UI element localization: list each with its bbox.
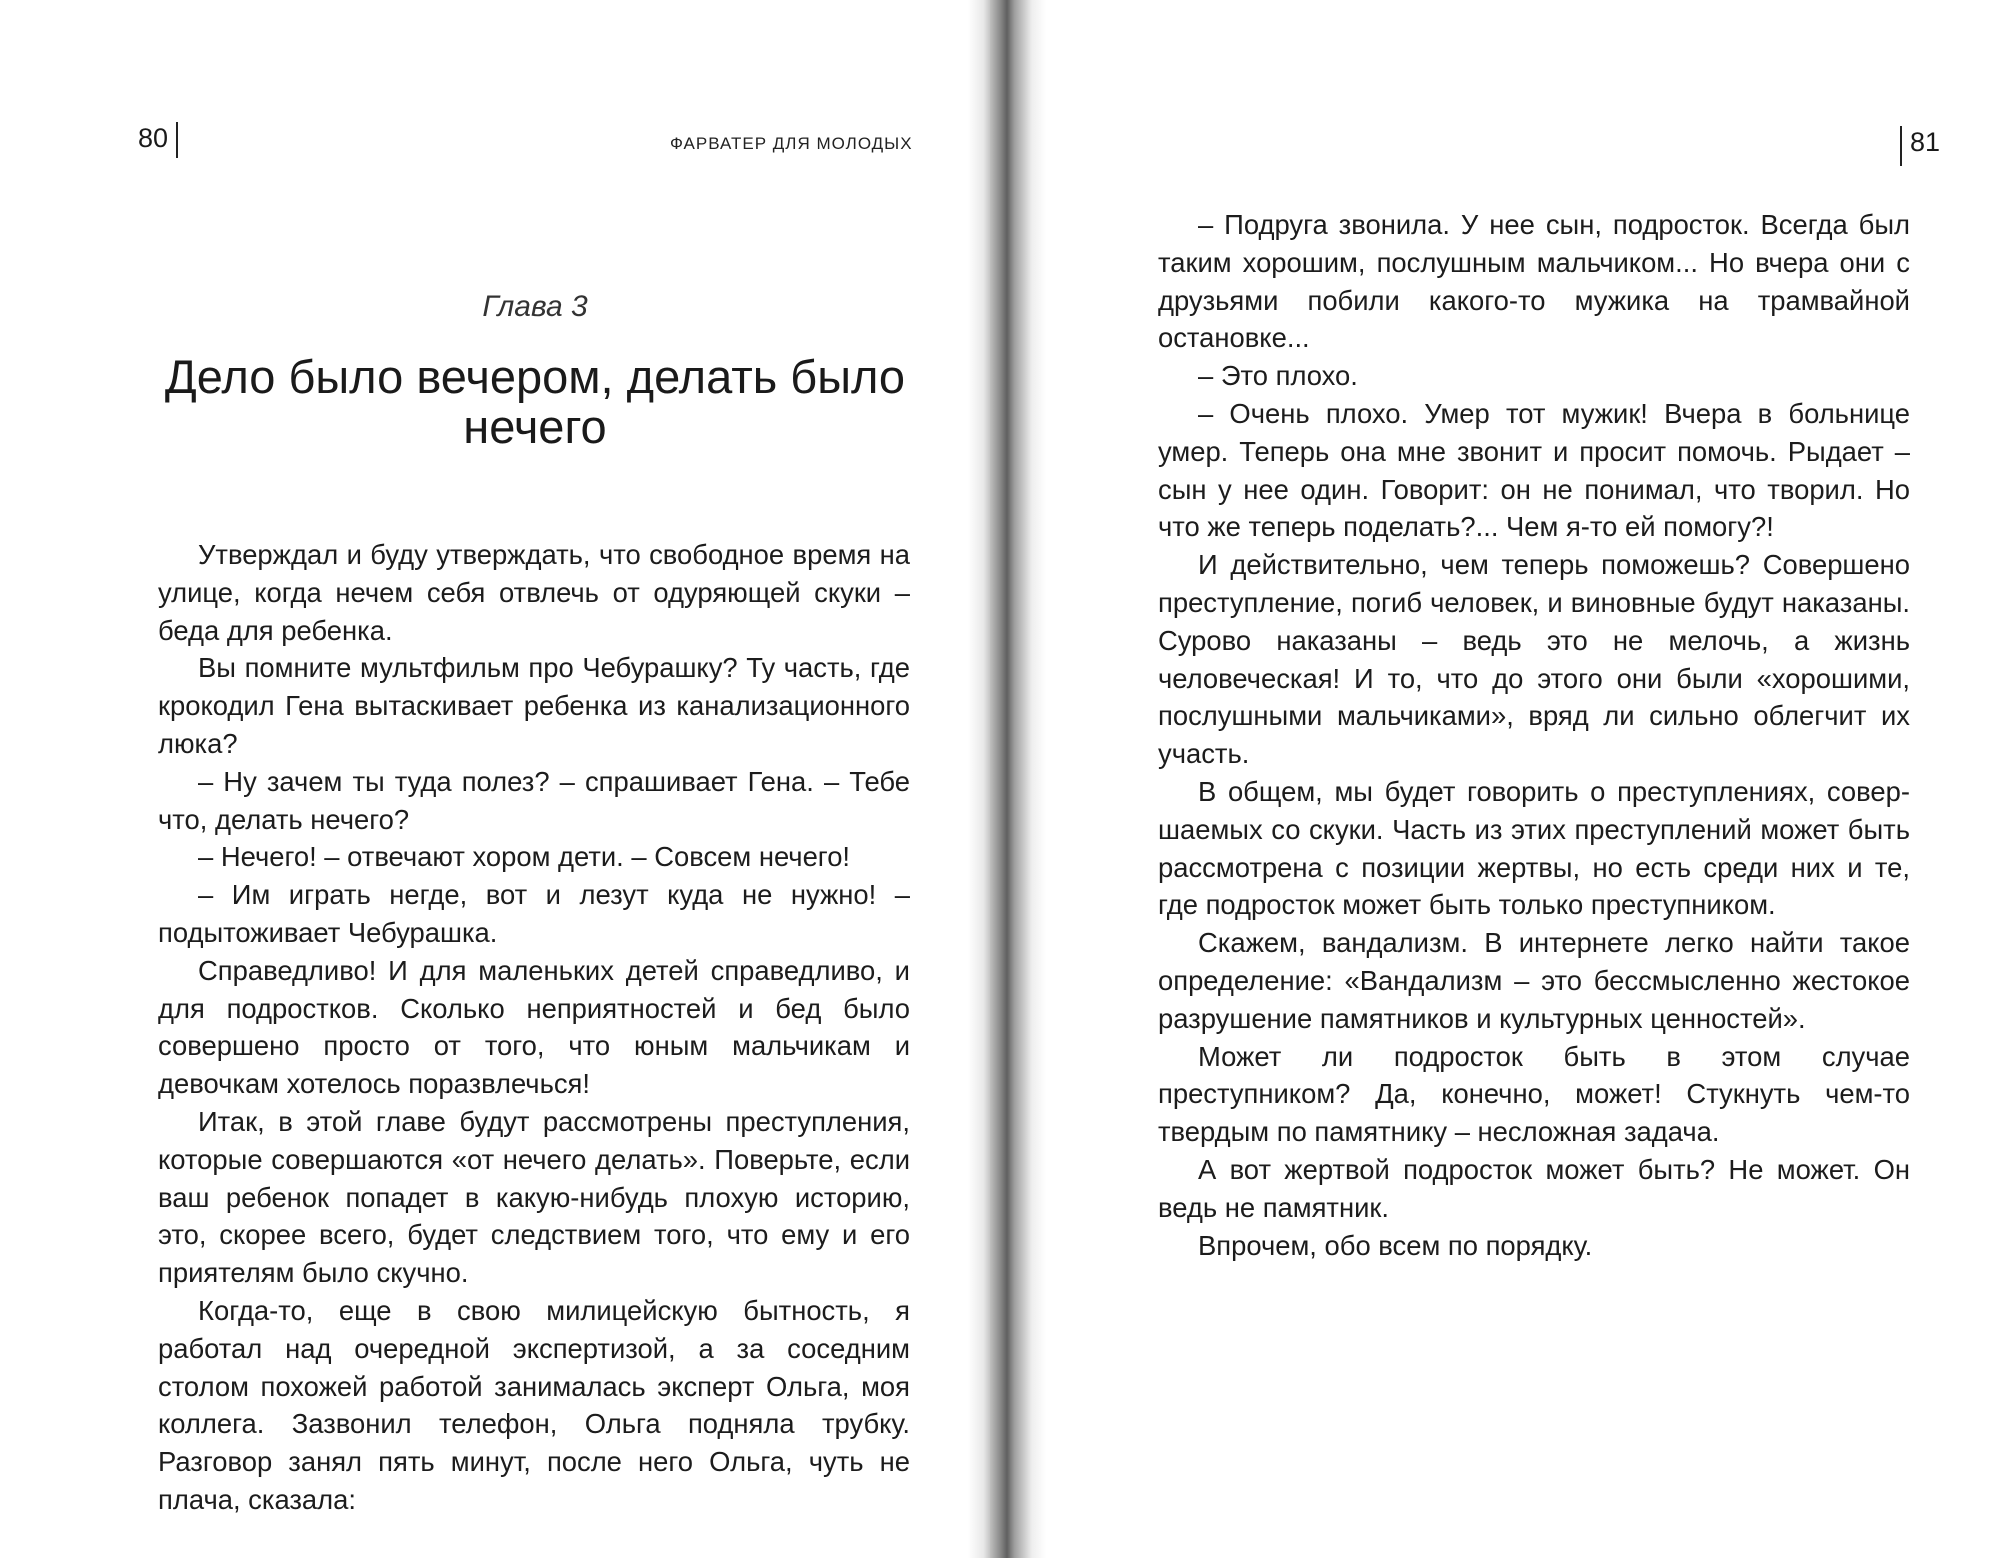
paragraph: – Это плохо.	[1198, 360, 1358, 392]
paragraph: Вы помните мультфильм про Чебурашку? Ту часть, где крокодил Гена вытаскивает ребенка из канализационного люка?	[158, 652, 910, 759]
running-head: ФАРВАТЕР ДЛЯ МОЛОДЫХ	[670, 134, 913, 153]
paragraph: Справедливо! И для маленьких детей справедливо, и для подростков. Сколько неприятностей и бед было совершено просто от того, что юным мальчикам и девочкам хотелось поразвлечься!	[158, 954, 910, 1100]
paragraph: И действительно, чем теперь поможешь? Совершено преступление, погиб человек, и виновные будут наказаны. Сурово наказаны – ведь это не мелочь, а жизнь человеческая! И то, что до этого они были «хорошими, послушными мальчиками», вряд ли сильно облегчит их участь.	[1158, 549, 1910, 770]
left-page	[0, 0, 990, 1558]
paragraph: – Нечего! – отвечают хором дети. – Совсем нечего!	[198, 841, 851, 873]
right-page	[1010, 0, 2006, 1558]
paragraph: Впрочем, обо всем по порядку.	[1198, 1229, 1593, 1261]
paragraph: – Очень плохо. Умер тот мужик! Вчера в больнице умер. Теперь она мне звонит и просит помочь. Рыдает – сын у нее один. Говорит: он не понимал, что творил. Но что же теперь поделать?... Чем я-то ей помогу?!	[1158, 397, 1910, 543]
right-body-text	[1158, 206, 1910, 1264]
paragraph: – Им играть негде, вот и лезут куда не нужно! – подытоживает Чебурашка.	[158, 879, 910, 948]
paragraph: Итак, в этой главе будут рассмотрены преступления, которые совершаются «от нечего делать». Поверьте, если ваш ребенок попадет в какую-нибудь плохую историю, это, скорее всего, будет следствием того, что ему и его приятелям было скучно.	[158, 1105, 910, 1289]
paragraph: – Ну зачем ты туда полез? – спрашивает Гена. – Тебе что, делать нечего?	[158, 765, 910, 835]
paragraph: Когда-то, еще в свою милицейскую бытность, я работал над очередной экспертизой, а за соседним столом похожей работой занималась эксперт Ольга, моя коллега. Зазвонил телефон, Ольга подняла трубку. Разговор занял пять минут, после него Ольга, чуть не плача, сказала:	[158, 1294, 910, 1515]
paragraph: А вот жертвой подросток может быть? Не может. Он ведь не памятник.	[1158, 1153, 1910, 1223]
chapter-label: Глава 3	[482, 290, 588, 323]
left-body-text	[158, 536, 910, 1519]
paragraph: Может ли подросток быть в этом случае преступником? Да, конечно, может! Стукнуть чем-то твердым по памятнику – несложная задача.	[1158, 1040, 1910, 1148]
page-number-right: 81	[1900, 126, 1940, 166]
paragraph: В общем, мы будет говорить о преступлениях, совершаемых со скуки. Часть из этих преступлений может быть рассмотрена с позиции жертвы, но есть среди них и те, где подросток может быть только преступником.	[1158, 775, 1910, 921]
paragraph: Утверждал и буду утверждать, что свободное время на улице, когда нечем себя отвлечь от одуряющей скуки – беда для ребенка.	[158, 539, 910, 646]
chapter-title: Дело было вечером, делать было нечего	[164, 350, 906, 453]
paragraph: Скажем, вандализм. В интернете легко найти такое определение: «Вандализм – это бессмысленно жестокое разрушение памятников и культурных ценностей».	[1158, 927, 1910, 1034]
paragraph: – Подруга звонила. У нее сын, подросток. Всегда был таким хорошим, послушным мальчиком... Но вчера они с друзьями побили какого-то мужика на трамвайной остановке...	[1158, 209, 1910, 354]
page-number-left: 80	[138, 122, 178, 158]
